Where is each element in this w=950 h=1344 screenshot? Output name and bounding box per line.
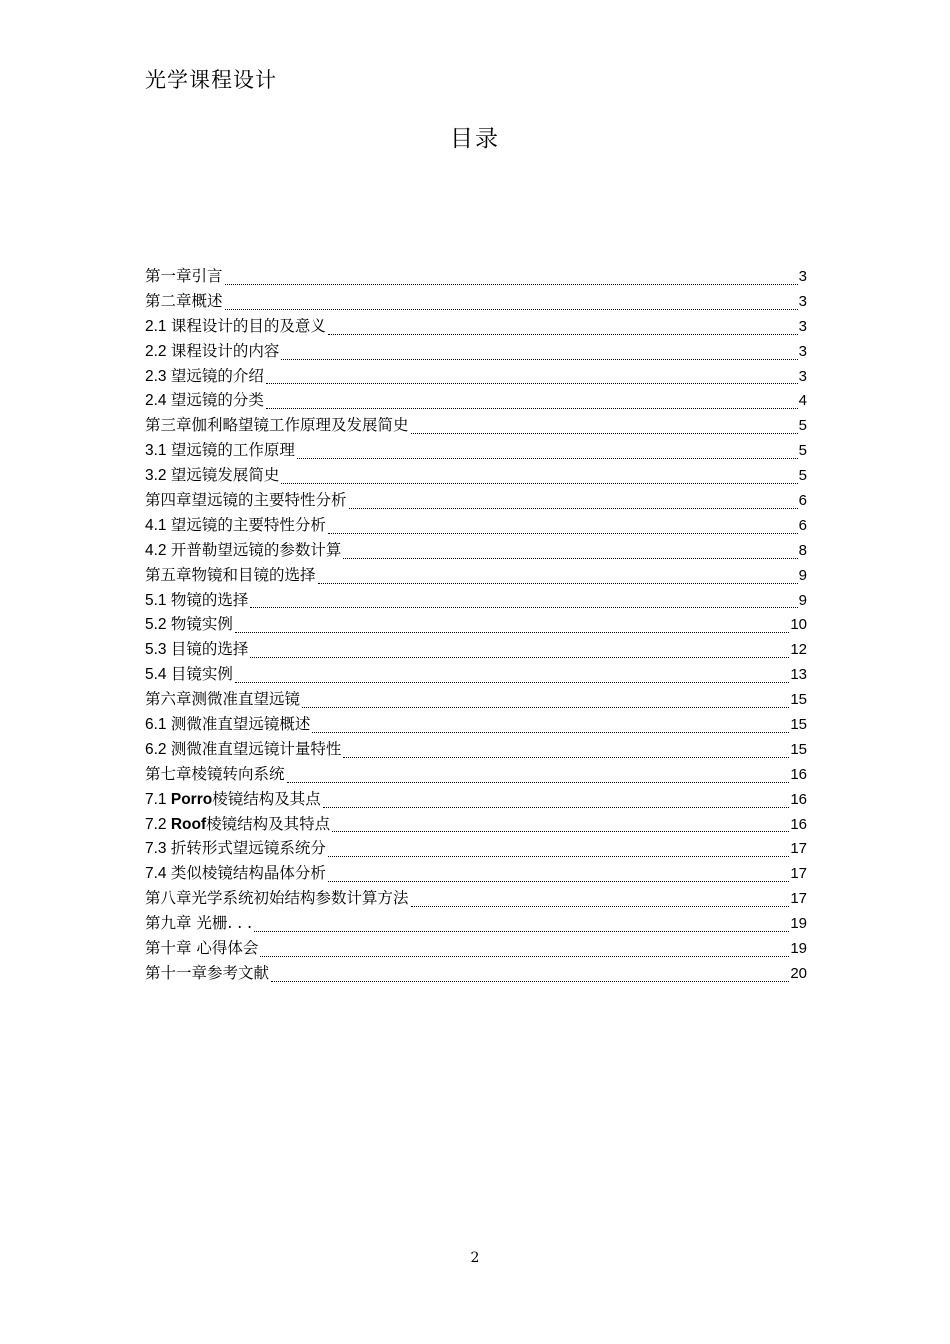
toc-entry-number: 2.2 [145, 342, 171, 360]
toc-entry[interactable] [145, 812, 807, 837]
toc-entry[interactable] [145, 936, 807, 961]
toc-entry-text: 课程设计的目的及意义 [170, 316, 326, 335]
toc-entry-page: 5 [798, 467, 807, 485]
toc-entry-number: 5.3 [145, 641, 171, 659]
toc-entry-label [145, 712, 311, 738]
toc-entry[interactable] [145, 314, 807, 339]
toc-entry-label [145, 588, 249, 614]
toc-entry-text: 测微准直望远镜概述 [170, 715, 311, 734]
toc-entry[interactable] [145, 886, 807, 911]
toc-entry-label [145, 787, 322, 813]
toc-entry-text: 测微准直望远镜计量特性 [170, 739, 342, 758]
toc-entry-page: 3 [798, 292, 807, 310]
toc-entry[interactable] [145, 588, 807, 613]
toc-entry-number: 5.4 [145, 666, 171, 684]
toc-entry-label [145, 488, 348, 513]
toc-entry-bold-term: Roof [170, 815, 207, 833]
toc-entry-number: 2.4 [145, 392, 171, 410]
toc-entry-number: 4.1 [145, 516, 171, 534]
toc-entry-label [145, 637, 249, 663]
toc-entry-text: 第八章光学系统初始结构参数计算方法 [145, 889, 409, 908]
toc-entry-text: 望远镜的主要特性分析 [170, 515, 326, 534]
toc-entry-text: 第五章物镜和目镜的选择 [145, 565, 316, 584]
toc-entry-number: 6.2 [145, 740, 171, 758]
toc-entry-page: 15 [790, 740, 807, 758]
toc-leader-dots [323, 806, 790, 808]
toc-entry-page: 5 [798, 417, 807, 435]
toc-leader-dots [266, 407, 798, 409]
toc-entry[interactable] [145, 687, 807, 712]
toc-entry-label [145, 264, 224, 289]
table-of-contents [145, 264, 807, 986]
toc-entry-text: 目镜实例 [170, 665, 233, 684]
toc-entry[interactable] [145, 463, 807, 488]
toc-entry-label [145, 413, 410, 438]
toc-entry-number: 4.2 [145, 541, 171, 559]
toc-entry-number: 6.1 [145, 716, 171, 734]
toc-entry-label [145, 538, 342, 564]
toc-entry-page: 10 [790, 616, 807, 634]
toc-entry-text: 物镜的选择 [170, 590, 249, 609]
toc-entry-label [145, 612, 234, 638]
toc-entry[interactable] [145, 662, 807, 687]
toc-entry-page: 17 [790, 865, 807, 883]
toc-entry[interactable] [145, 787, 807, 812]
toc-entry-text: 课程设计的内容 [170, 341, 280, 360]
toc-entry-text: 望远镜的工作原理 [170, 441, 295, 460]
toc-entry-text: 望远镜的介绍 [170, 366, 264, 385]
toc-leader-dots [332, 830, 789, 832]
toc-entry-number: 2.1 [145, 317, 171, 335]
toc-entry[interactable] [145, 264, 807, 289]
toc-leader-dots [235, 631, 789, 633]
toc-entry-page: 9 [798, 566, 807, 584]
toc-entry-page: 15 [790, 716, 807, 734]
toc-entry-page: 5 [798, 442, 807, 460]
toc-entry-label [145, 364, 265, 390]
toc-entry[interactable] [145, 612, 807, 637]
toc-entry-label [145, 886, 410, 911]
toc-entry-label [145, 911, 253, 936]
toc-entry-text: 第七章棱镜转向系统 [145, 764, 285, 783]
toc-entry[interactable] [145, 737, 807, 762]
running-header: 光学课程设计 [145, 68, 277, 92]
toc-entry[interactable] [145, 961, 807, 986]
toc-leader-dots [328, 880, 789, 882]
toc-entry-label [145, 339, 280, 365]
toc-entry-text: 开普勒望远镜的参数计算 [170, 540, 342, 559]
toc-entry-label [145, 438, 296, 464]
toc-entry-number: 7.4 [145, 865, 171, 883]
toc-entry[interactable] [145, 712, 807, 737]
toc-entry-label [145, 662, 234, 688]
toc-entry-label [145, 463, 280, 489]
toc-entry[interactable] [145, 388, 807, 413]
toc-entry[interactable] [145, 438, 807, 463]
toc-entry-page: 3 [798, 367, 807, 385]
toc-entry-page: 15 [790, 691, 807, 709]
toc-leader-dots [281, 358, 797, 360]
toc-entry-label [145, 936, 259, 961]
toc-entry[interactable] [145, 762, 807, 787]
toc-entry[interactable] [145, 364, 807, 389]
toc-entry-page: 16 [790, 765, 807, 783]
toc-entry-text: 第二章概述 [145, 291, 223, 310]
toc-entry-page: 6 [798, 516, 807, 534]
toc-entry-page: 3 [798, 268, 807, 285]
toc-leader-dots [250, 656, 789, 658]
toc-entry-page: 19 [790, 915, 807, 933]
toc-entry-text: 望远镜发展简史 [170, 466, 280, 485]
toc-entry-page: 9 [798, 591, 807, 609]
toc-leader-dots [225, 283, 798, 285]
toc-leader-dots [349, 507, 798, 509]
toc-entry-label [145, 513, 327, 539]
toc-entry[interactable] [145, 836, 807, 861]
toc-entry-page: 16 [790, 815, 807, 833]
toc-leader-dots [250, 606, 797, 608]
toc-entry-page: 3 [798, 342, 807, 360]
toc-entry-page: 19 [790, 940, 807, 958]
toc-entry-text: 第九章 光栅. . . [145, 914, 253, 933]
toc-leader-dots [343, 756, 789, 758]
toc-entry[interactable] [145, 339, 807, 364]
toc-leader-dots [235, 681, 789, 683]
page-title: 目录 [450, 126, 500, 152]
toc-entry-label [145, 861, 327, 887]
toc-entry[interactable] [145, 488, 807, 513]
toc-leader-dots [266, 382, 798, 384]
toc-leader-dots [287, 781, 790, 783]
toc-entry-page: 3 [798, 317, 807, 335]
toc-leader-dots [411, 432, 798, 434]
toc-entry-number: 7.1 [145, 790, 171, 808]
toc-entry-text: 第三章伽利略望镜工作原理及发展简史 [145, 416, 409, 435]
toc-entry[interactable] [145, 637, 807, 662]
toc-entry-text: 第一章引言 [145, 267, 223, 285]
toc-entry-text: 棱镜结构及其特点 [206, 814, 331, 833]
toc-entry-text: 物镜实例 [170, 615, 233, 634]
toc-entry-label [145, 388, 265, 414]
toc-leader-dots [260, 955, 789, 957]
toc-entry-number: 5.1 [145, 591, 171, 609]
toc-leader-dots [281, 482, 797, 484]
toc-leader-dots [328, 532, 798, 534]
toc-entry-label [145, 289, 224, 314]
toc-entry-text: 第六章测微准直望远镜 [145, 690, 301, 709]
toc-leader-dots [328, 855, 789, 857]
toc-entry-page: 16 [790, 790, 807, 808]
toc-entry-label [145, 314, 327, 340]
toc-entry-number: 5.2 [145, 616, 171, 634]
toc-entry-text: 望远镜的分类 [170, 391, 264, 410]
toc-entry-page: 8 [798, 541, 807, 559]
toc-leader-dots [411, 905, 790, 907]
toc-entry-text: 第四章望远镜的主要特性分析 [145, 491, 347, 510]
toc-entry-label [145, 563, 317, 588]
toc-leader-dots [343, 557, 797, 559]
toc-entry-page: 12 [790, 641, 807, 659]
toc-entry-bold-term: Porro [170, 790, 213, 808]
toc-entry-text: 类似棱镜结构晶体分析 [170, 864, 326, 883]
toc-entry-page: 17 [790, 840, 807, 858]
toc-entry[interactable] [145, 563, 807, 588]
toc-entry-text: 棱镜结构及其点 [212, 789, 321, 808]
toc-entry[interactable] [145, 413, 807, 438]
toc-entry-text: 第十章 心得体会 [145, 939, 259, 958]
toc-leader-dots [271, 980, 789, 982]
toc-entry-number: 2.3 [145, 367, 171, 385]
page-number: 2 [470, 1250, 480, 1266]
toc-entry-label [145, 961, 270, 986]
toc-entry-text: 第十一章参考文献 [145, 963, 270, 982]
toc-entry[interactable] [145, 538, 807, 563]
toc-entry-label [145, 812, 331, 838]
toc-entry-number: 7.3 [145, 840, 171, 858]
toc-leader-dots [297, 457, 798, 459]
toc-entry-page: 4 [798, 392, 807, 410]
toc-entry-page: 20 [790, 964, 807, 982]
toc-entry[interactable] [145, 911, 807, 936]
toc-entry[interactable] [145, 861, 807, 886]
toc-entry-label [145, 687, 301, 712]
toc-entry[interactable] [145, 289, 807, 314]
toc-leader-dots [254, 930, 789, 932]
toc-entry-text: 目镜的选择 [170, 640, 249, 659]
toc-entry-page: 6 [798, 492, 807, 510]
toc-entry-label [145, 762, 286, 787]
toc-entry[interactable] [145, 513, 807, 538]
toc-leader-dots [318, 582, 798, 584]
toc-entry-number: 3.2 [145, 467, 171, 485]
toc-entry-label [145, 737, 342, 763]
toc-entry-page: 17 [790, 890, 807, 908]
toc-leader-dots [225, 308, 798, 310]
toc-entry-number: 7.2 [145, 815, 171, 833]
toc-leader-dots [328, 333, 798, 335]
toc-leader-dots [302, 706, 789, 708]
toc-entry-text: 折转形式望远镜系统分 [170, 839, 326, 858]
toc-entry-number: 3.1 [145, 442, 171, 460]
toc-entry-label [145, 836, 327, 862]
toc-leader-dots [312, 731, 789, 733]
toc-entry-page: 13 [790, 666, 807, 684]
